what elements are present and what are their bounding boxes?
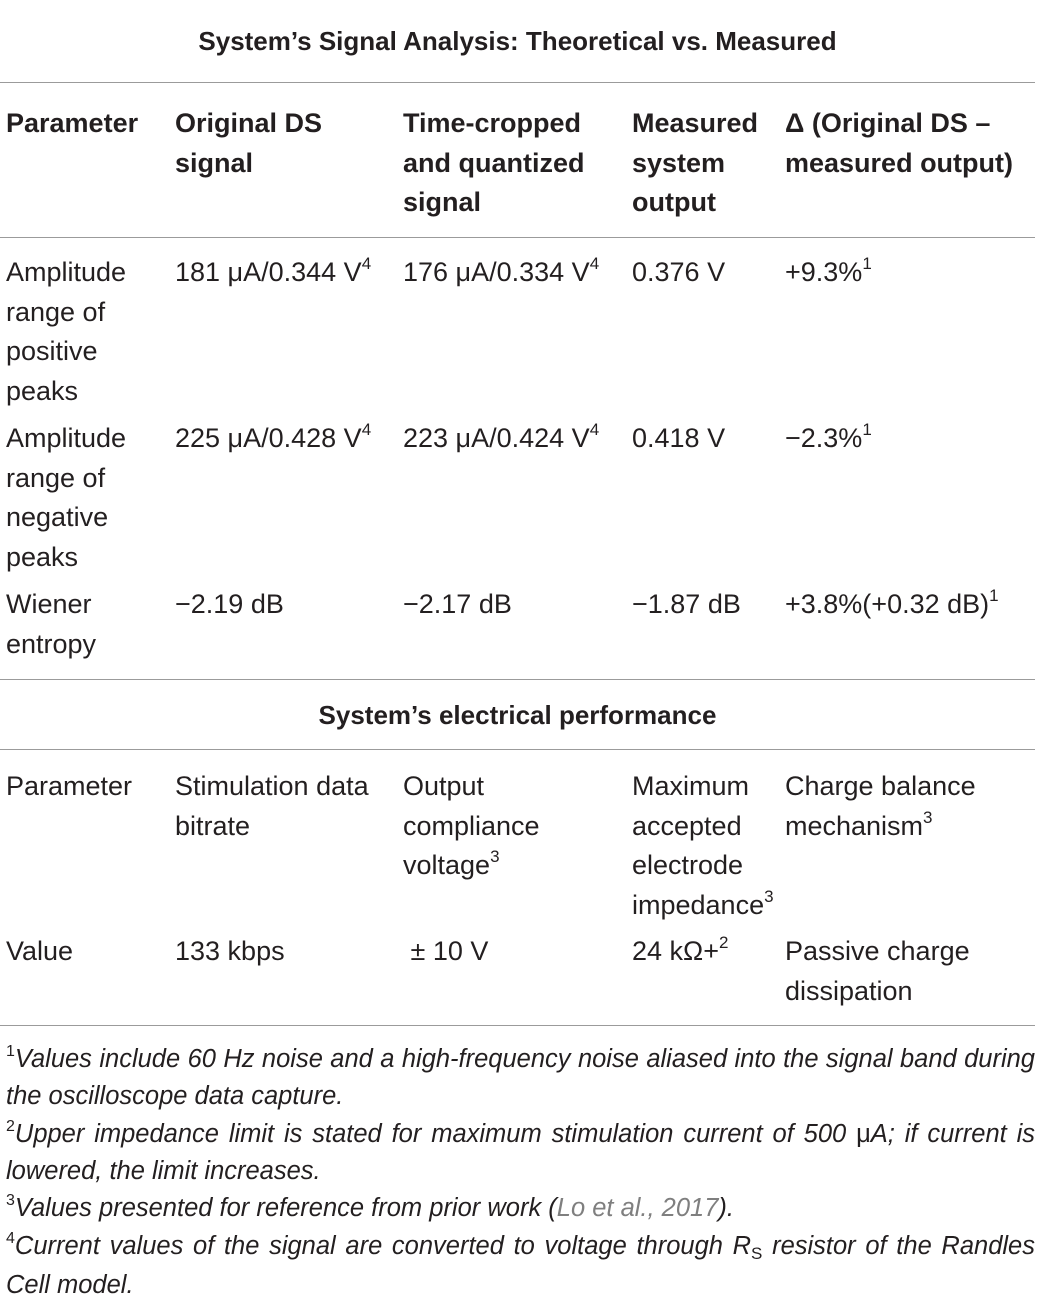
perf-param-charge-balance: Charge balance mechanism$^3$ (785, 771, 976, 841)
perf-param-compliance: Output compliance voltage$^3$ (403, 771, 540, 880)
header-parameter: Parameter (6, 108, 139, 138)
table-cell-cropped: 176 μA/0.334 $V^4$ (403, 254, 600, 287)
divider (0, 237, 1035, 238)
divider (0, 82, 1035, 83)
divider (0, 749, 1035, 750)
footnote-4: $^4$Current values of the signal are converted to voltage through RS resistor of the Randles Cell model. (6, 1229, 1035, 1299)
perf-label-parameter: Parameter (6, 771, 133, 801)
footnote-1: $^1$Values include 60 Hz noise and a high-frequency noise aliased into the signal band during the oscilloscope data capture. (6, 1042, 1035, 1110)
perf-param-impedance: Maximum accepted electrode impedance$^3$ (632, 771, 774, 920)
header-time-cropped: Time-cropped and quantized signal (403, 108, 585, 217)
section2-title: System’s electrical performance (318, 700, 717, 730)
table-cell-measured: 0.418 V (632, 423, 726, 453)
perf-label-value: Value (6, 936, 74, 966)
table-cell-original: 225 μA/0.428 $V^4$ (175, 420, 372, 453)
citation-link[interactable]: Lo et al., 2017 (556, 1194, 719, 1222)
perf-value-charge-balance: Passive charge dissipation (785, 936, 970, 1006)
table-cell-measured: −1.87 dB (632, 589, 741, 619)
table-row-param: Amplitude range of positive peaks (6, 257, 127, 406)
table-cell-cropped: −2.17 dB (403, 589, 512, 619)
table-cell-original: −2.19 dB (175, 589, 284, 619)
header-original-ds: Original DS signal (175, 108, 323, 178)
divider (0, 1025, 1035, 1026)
divider (0, 679, 1035, 680)
footnote-2: $^2$Upper impedance limit is stated for maximum stimulation current of 500 μA; if current is lowered, the limit increases. (6, 1117, 1035, 1185)
footnote-3: $^3$Values presented for reference from prior work (Lo et al., 2017). (6, 1191, 734, 1222)
perf-value-bitrate: 133 kbps (175, 936, 285, 966)
table-cell-delta: +9.3%$^1$ (785, 254, 872, 287)
table-cell-measured: 0.376 V (632, 257, 726, 287)
table-row-param: Wiener entropy (6, 589, 97, 659)
perf-value-impedance: 24 kΩ+$^2$ (632, 933, 729, 966)
perf-value-compliance: ± 10 V (403, 936, 489, 966)
header-measured: Measured system output (632, 108, 759, 217)
header-delta: Δ (Original DS – measured output) (785, 108, 1014, 178)
table-row-param: Amplitude range of negative peaks (6, 423, 127, 572)
section1-title: System’s Signal Analysis: Theoretical vs. Measured (198, 26, 837, 56)
table-cell-cropped: 223 μA/0.424 $V^4$ (403, 420, 600, 453)
table-cell-original: 181 μA/0.344 $V^4$ (175, 254, 372, 287)
table-cell-delta: −2.3%$^1$ (785, 420, 872, 453)
perf-param-bitrate: Stimulation data bitrate (175, 771, 369, 841)
table-cell-delta: +3.8%(+0.32 dB)$^1$ (785, 586, 999, 619)
